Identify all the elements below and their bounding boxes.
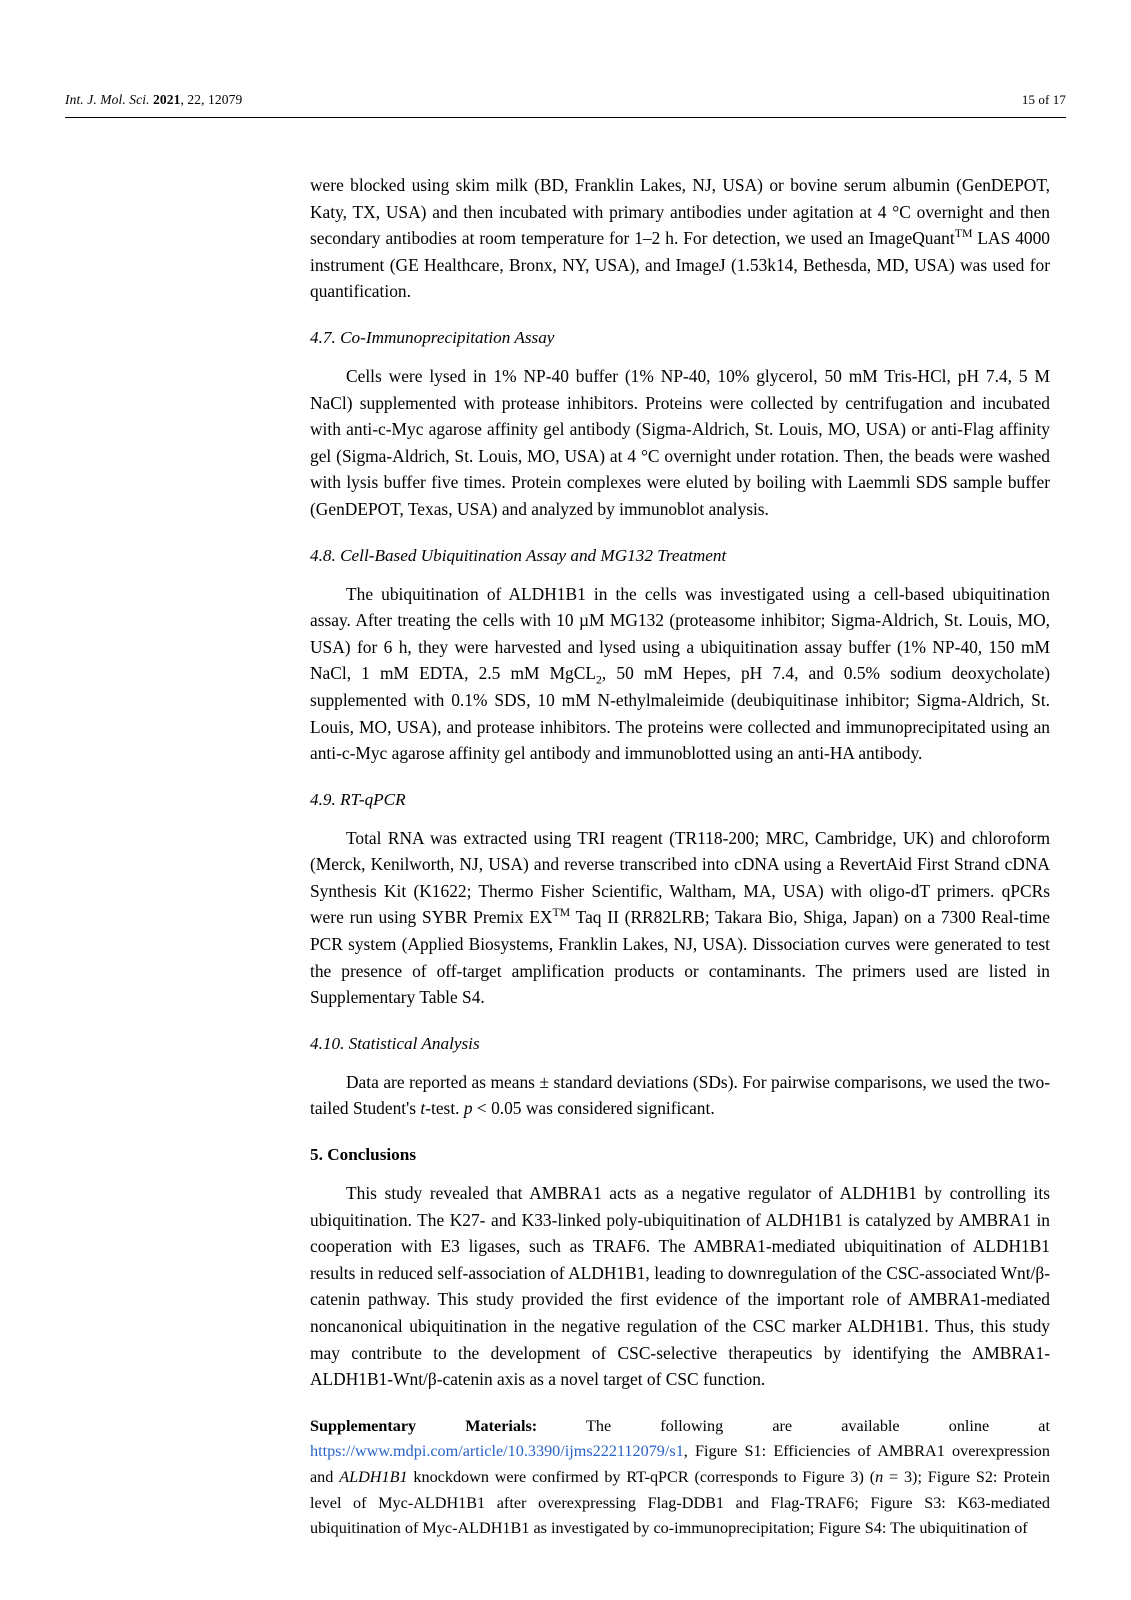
paragraph-methods-continued-text-2: LAS 4000 instrument (GE Healthcare, Bronx, NY, USA), and ImageJ (1.53k14, Bethesda, MD, USA) was used for quantification. [310,228,1050,302]
main-text-column [310,172,1050,1542]
paragraph-4-10-text-b: -test. [425,1098,464,1119]
heading-5-conclusions: 5. Conclusions [310,1145,417,1165]
running-head [65,92,1066,108]
supplementary-text-c: = 3); Figure S2: Protein level of Myc-ALDH1B1 after overexpressing Flag-DDB1 and Flag-TRAF6; Figure S3: K63-mediated ubiquitination of Myc-ALDH1B1 as investigated by co-immunoprecipitation; Figure S4: The ubiquitination of [310,1467,1051,1538]
paragraph-4-7: Cells were lysed in 1% NP-40 buffer (1% NP-40, 10% glycerol, 50 mM Tris-HCl, pH 7.4, 5 M NaCl) supplemented with protease inhibitors. Proteins were collected by centrifugation and incubated with anti-c-Myc agarose affinity gel antibody (Sigma-Aldrich, St. Louis, MO, USA) or anti-Flag affinity gel (Sigma-Aldrich, St. Louis, MO, USA) at 4 °C overnight under rotation. Then, the beads were washed with lysis buffer five times. Protein complexes were eluted by boiling with Laemmli SDS sample buffer (GenDEPOT, Texas, USA) and analyzed by immunoblot analysis. [310,365,1050,519]
supplementary-text-a: , Figure S1: Efficiencies of AMBRA1 overexpression and [310,1442,1050,1486]
heading-4-8: 4.8. Cell-Based Ubiquitination Assay and MG132 Treatment [310,545,727,565]
running-head-journal [65,92,242,108]
trademark-superscript: TM [954,226,973,241]
t-test-italic: t [420,1098,426,1119]
paragraph-4-8-text-a: The ubiquitination of ALDH1B1 in the cells was investigated using a cell-based ubiquitination assay. After treating the cells with 10 µM MG132 (proteasome inhibitor; Sigma-Aldrich, St. Louis, MO, USA) for 6 h, they were harvested and lysed using a ubiquitination assay buffer (1% NP-40, 150 mM NaCl, 1 mM EDTA, 2.5 mM MgCL [310,583,1050,684]
paragraph-4-10-text-a: Data are reported as means ± standard deviations (SDs). For pairwise comparisons, we used the two-tailed Student's [310,1071,1050,1119]
journal-year: 2021 [153,92,181,107]
paragraph-4-9 [310,825,1050,1011]
paragraph-methods-continued-text: were blocked using skim milk (BD, Franklin Lakes, NJ, USA) or bovine serum albumin (GenDEPOT, Katy, TX, USA) and then incubated with primary antibodies under agitation at 4 °C overnight and then secondary antibodies at room temperature for 1–2 h. For detection, we used an ImageQuant [310,175,1050,249]
supplementary-label: Supplementary Materials: [310,1416,538,1435]
paragraph-4-8 [310,581,1050,767]
gene-name-italic: ALDH1B1 [339,1467,408,1486]
paragraph-4-10 [310,1069,1050,1122]
paragraph-methods-continued [310,172,1050,305]
paragraph-4-9-text-a: Total RNA was extracted using TRI reagent (TR118-200; MRC, Cambridge, UK) and chloroform (Merck, Kenilworth, NJ, USA) and reverse transcribed into cDNA using a RevertAid First Strand cDNA Synthesis Kit (K1622; Thermo Fisher Scientific, Waltham, MA, USA) with oligo-dT primers. qPCRs were run using SYBR Premix EX [310,827,1050,928]
supplementary-materials [310,1414,1050,1542]
paragraph-4-9-text-b: Taq II (RR82LRB; Takara Bio, Shiga, Japan) on a 7300 Real-time PCR system (Applied Biosystems, Franklin Lakes, NJ, USA). Dissociation curves were generated to test the presence of off-target amplification products or contaminants. The primers used are listed in Supplementary Table S4. [310,907,1051,1008]
ex-trademark-superscript: TM [552,905,571,920]
paragraph-conclusions: This study revealed that AMBRA1 acts as a negative regulator of ALDH1B1 by controlling its ubiquitination. The K27- and K33-linked poly-ubiquitination of ALDH1B1 is catalyzed by AMBRA1 in cooperation with E3 ligases, such as TRAF6. The AMBRA1-mediated ubiquitination of ALDH1B1 results in reduced self-association of ALDH1B1, leading to downregulation of the CSC-associated Wnt/β-catenin pathway. This study provided the first evidence of the important role of AMBRA1-mediated noncanonical ubiquitination in the negative regulation of the CSC marker ALDH1B1. Thus, this study may contribute to the development of CSC-selective therapeutics by identifying the AMBRA1-ALDH1B1-Wnt/β-catenin axis as a novel target of CSC function. [310,1183,1050,1390]
supplementary-text-before-link: The following are available online at [537,1416,1050,1435]
supplementary-link[interactable]: https://www.mdpi.com/article/10.3390/ijms222112079/s1 [310,1442,684,1461]
paragraph-4-8-text-b: , 50 mM Hepes, pH 7.4, and 0.5% sodium deoxycholate) supplemented with 0.1% SDS, 10 mM N-ethylmaleimide (deubiquitinase inhibitor; Sigma-Aldrich, St. Louis, MO, USA), and protease inhibitors. The proteins were collected and immunoprecipitated using an anti-c-Myc agarose affinity gel antibody and immunoblotted using an anti-HA antibody. [310,663,1050,764]
journal-name: Int. J. Mol. Sci. [65,92,150,107]
journal-volume: , 22, 12079 [180,92,243,107]
p-value-italic: p [463,1098,473,1119]
page-number: 15 of 17 [1021,92,1066,107]
mgcl2-subscript: 2 [595,672,602,687]
supplementary-text-b: knockdown were confirmed by RT-qPCR (corresponds to Figure 3) ( [407,1467,876,1486]
paragraph-4-10-text-c: < 0.05 was considered significant. [472,1098,715,1119]
heading-4-10: 4.10. Statistical Analysis [310,1033,480,1053]
heading-4-7: 4.7. Co-Immunoprecipitation Assay [310,327,555,347]
sample-size-italic: n [875,1467,884,1486]
heading-4-9: 4.9. RT-qPCR [310,789,406,809]
header-divider [65,117,1066,118]
